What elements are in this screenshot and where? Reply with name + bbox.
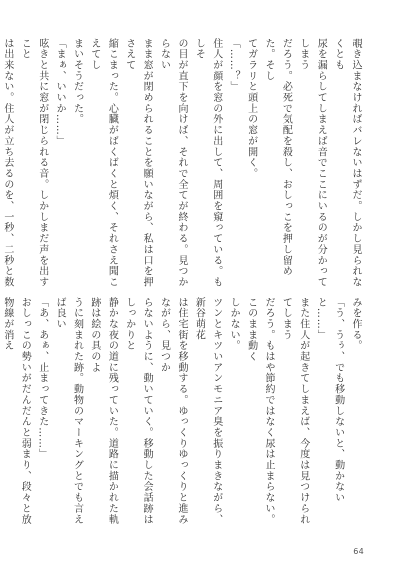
text-line: 「あ、あぁ、止まってきた……」 [36,297,48,460]
text-line: おしっこの勢いがだんだんと弱まり、段々と放物線が消え [1,297,31,525]
text-line: しかない。 [228,297,240,352]
text-line: 「まぁ、いいか……」 [54,38,66,147]
text-line: だろう。もはや節約ではなく尿は止まらない。このまま動く [245,297,274,525]
text-line: の目が直下を向けば、それで全てが終わる。見つからない [158,38,187,288]
text-line: みを作る。 [350,297,361,352]
text-line: 「う、うぅ、でも移動しないと、動かないと……」 [315,297,344,504]
text-line: 尿を漏らしてしまえば音でここにいるのが分かってしまう [297,38,327,288]
text-line: うに刻まれた跡。動物のマーキングとでも言えば良い [54,297,83,525]
text-line: は住宅街を移動する。ゆっくりゆっくりと進みながら、見つか [158,297,187,525]
text-line: だろう。必死で気配を殺し、おしっこを押し留めた。そし [262,38,292,277]
text-line: 呟きと共に窓が閉じられる音。しかしまだ声を出すこと [19,38,48,288]
text-line: まま窓が閉められることを願いながら、私は口を押さえて [123,38,153,288]
text-line: は出来ない。住人が立ち去るのを、一秒、二秒と数 [1,38,13,288]
text-line: ツンとキツいアンモニア臭を振りまきながら、新谷萌花 [193,297,222,525]
text-line: らないように、動いていく。移動した会話跡はしっかりと [123,297,153,525]
text-line: また住人が起きてしまえば、今度は見つけられてしまう [280,297,309,525]
text-line: 住人が顔を窓の外に出して、周囲を窺っている。もしそ [193,38,222,288]
text-line: まいそうだった。 [71,38,83,125]
text-line: 静かな夜の道に残っていた。道路に描かれた軌跡は絵の具のよ [88,297,118,525]
upper-text-block [1,38,364,290]
page-number: 64 [353,547,364,556]
lower-text-block [1,297,364,535]
text-line: 「……？」 [228,38,240,93]
text-line: 縮こまった。心臓がばくばくと煩く、それさえ聞こえてし [88,38,118,288]
text-line: てガラリと頭上の窓が開く。 [245,38,257,180]
text-line: 覗き込まなければバレないはずだ。しかし見られなくとも [332,38,361,288]
